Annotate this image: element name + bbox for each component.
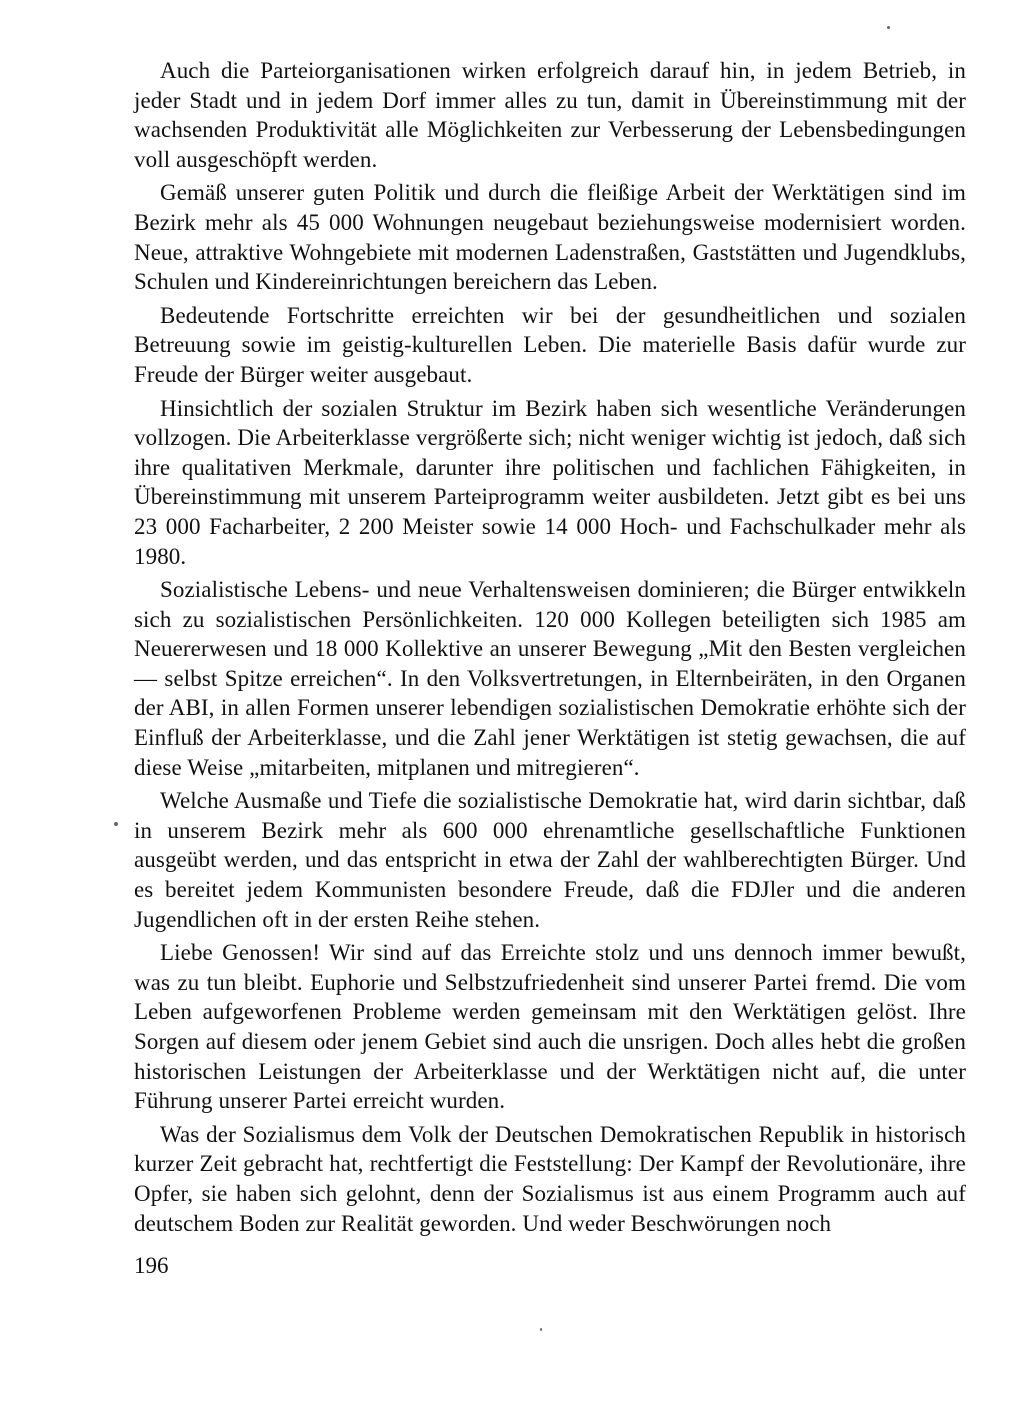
page-number: 196 — [134, 1253, 169, 1278]
paragraph-3: Bedeutende Fortschritte erreichten wir bei der gesundheitlichen und sozialen Betreuung sowie im geistig-kulturellen Leben. Die materielle Basis dafür wurde zur Freude der Bürger weiter ausgebaut. — [134, 302, 966, 387]
paragraph-7: Liebe Genossen! Wir sind auf das Erreichte stolz und uns dennoch immer bewußt, was zu tun bleibt. Euphorie und Selbstzufriedenheit sind unserer Partei fremd. Die vom Leben aufgeworfenen Probleme werden gemeinsam mit den Werktätigen gelöst. Ihre Sorgen auf diesem oder jenem Gebiet sind auch die unsrigen. Doch alles hebt die großen historischen Leistungen der Arbeiterklasse und der Werktätigen nicht auf, die unter Führung unserer Partei erreicht wurden. — [134, 940, 966, 1114]
paragraph-1: Auch die Parteiorganisationen wirken erfolgreich darauf hin, in jedem Betrieb, in jeder Stadt und in jedem Dorf immer alles zu tun, damit in Übereinstimmung mit der wachsenden Produktivität alle Möglichkeiten zur Verbesserung der Lebensbedingungen voll ausgeschöpft werden. — [134, 58, 966, 172]
paragraph-6: Welche Ausmaße und Tiefe die sozialistische Demokratie hat, wird darin sichtbar, daß in unserem Bezirk mehr als 600 000 ehrenamtliche gesellschaftliche Funktionen ausgeübt werden, und das entspricht in etwa der Zahl der wahlberechtigten Bürger. Und es bereitet jedem Kommunisten besondere Freude, daß die FDJler und die anderen Jugendlichen oft in der ersten Reihe stehen. — [134, 788, 966, 932]
page-body — [134, 56, 966, 1242]
paragraph-5: Sozialistische Lebens- und neue Verhaltensweisen dominieren; die Bürger entwikkeln sich zu sozialistischen Persönlichkeiten. 120 000 Kollegen beteiligten sich 1985 am Neuererwesen und 18 000 Kollektive an unserer Bewegung „Mit den Besten vergleichen — selbst Spitze erreichen“. In den Volksvertretungen, in Elternbeiräten, in den Organen der ABI, in allen Formen unserer lebendigen sozialistischen Demokratie erhöhte sich der Einfluß der Arbeiterklasse, und die Zahl jener Werktätigen ist stetig gewachsen, die auf diese Weise „mitarbeiten, mitplanen und mitregieren“. — [134, 577, 966, 780]
paragraph-4: Hinsichtlich der sozialen Struktur im Bezirk haben sich wesentliche Veränderungen vollzogen. Die Arbeiterklasse vergrößerte sich; nicht weniger wichtig ist jedoch, daß sich ihre qualitativen Merkmale, darunter ihre politischen und fachlichen Fähigkeiten, in Übereinstimmung mit unserem Parteiprogramm weiter ausbildeten. Jetzt gibt es bei uns 23 000 Facharbeiter, 2 200 Meister sowie 14 000 Hoch- und Fachschulkader mehr als 1980. — [134, 395, 966, 569]
paragraph-8: Was der Sozialismus dem Volk der Deutschen Demokratischen Republik in historisch kurzer Zeit gebracht hat, rechtfertigt die Feststellung: Der Kampf der Revolutionäre, ihre Opfer, sie haben sich gelohnt, denn der Sozialismus ist aus einem Programm auch auf deutschem Boden zur Realität geworden. Und weder Beschwörungen noch — [134, 1121, 966, 1236]
scan-speck — [114, 822, 118, 826]
scan-speck — [540, 1328, 542, 1331]
paragraph-2: Gemäß unserer guten Politik und durch die fleißige Arbeit der Werktätigen sind im Bezirk mehr als 45 000 Wohnungen neugebaut beziehungsweise modernisiert worden. Neue, attraktive Wohngebiete mit modernen Ladenstraßen, Gaststätten und Jugendklubs, Schulen und Kindereinrichtungen bereichern das Leben. — [134, 180, 966, 295]
scan-speck — [887, 26, 890, 29]
